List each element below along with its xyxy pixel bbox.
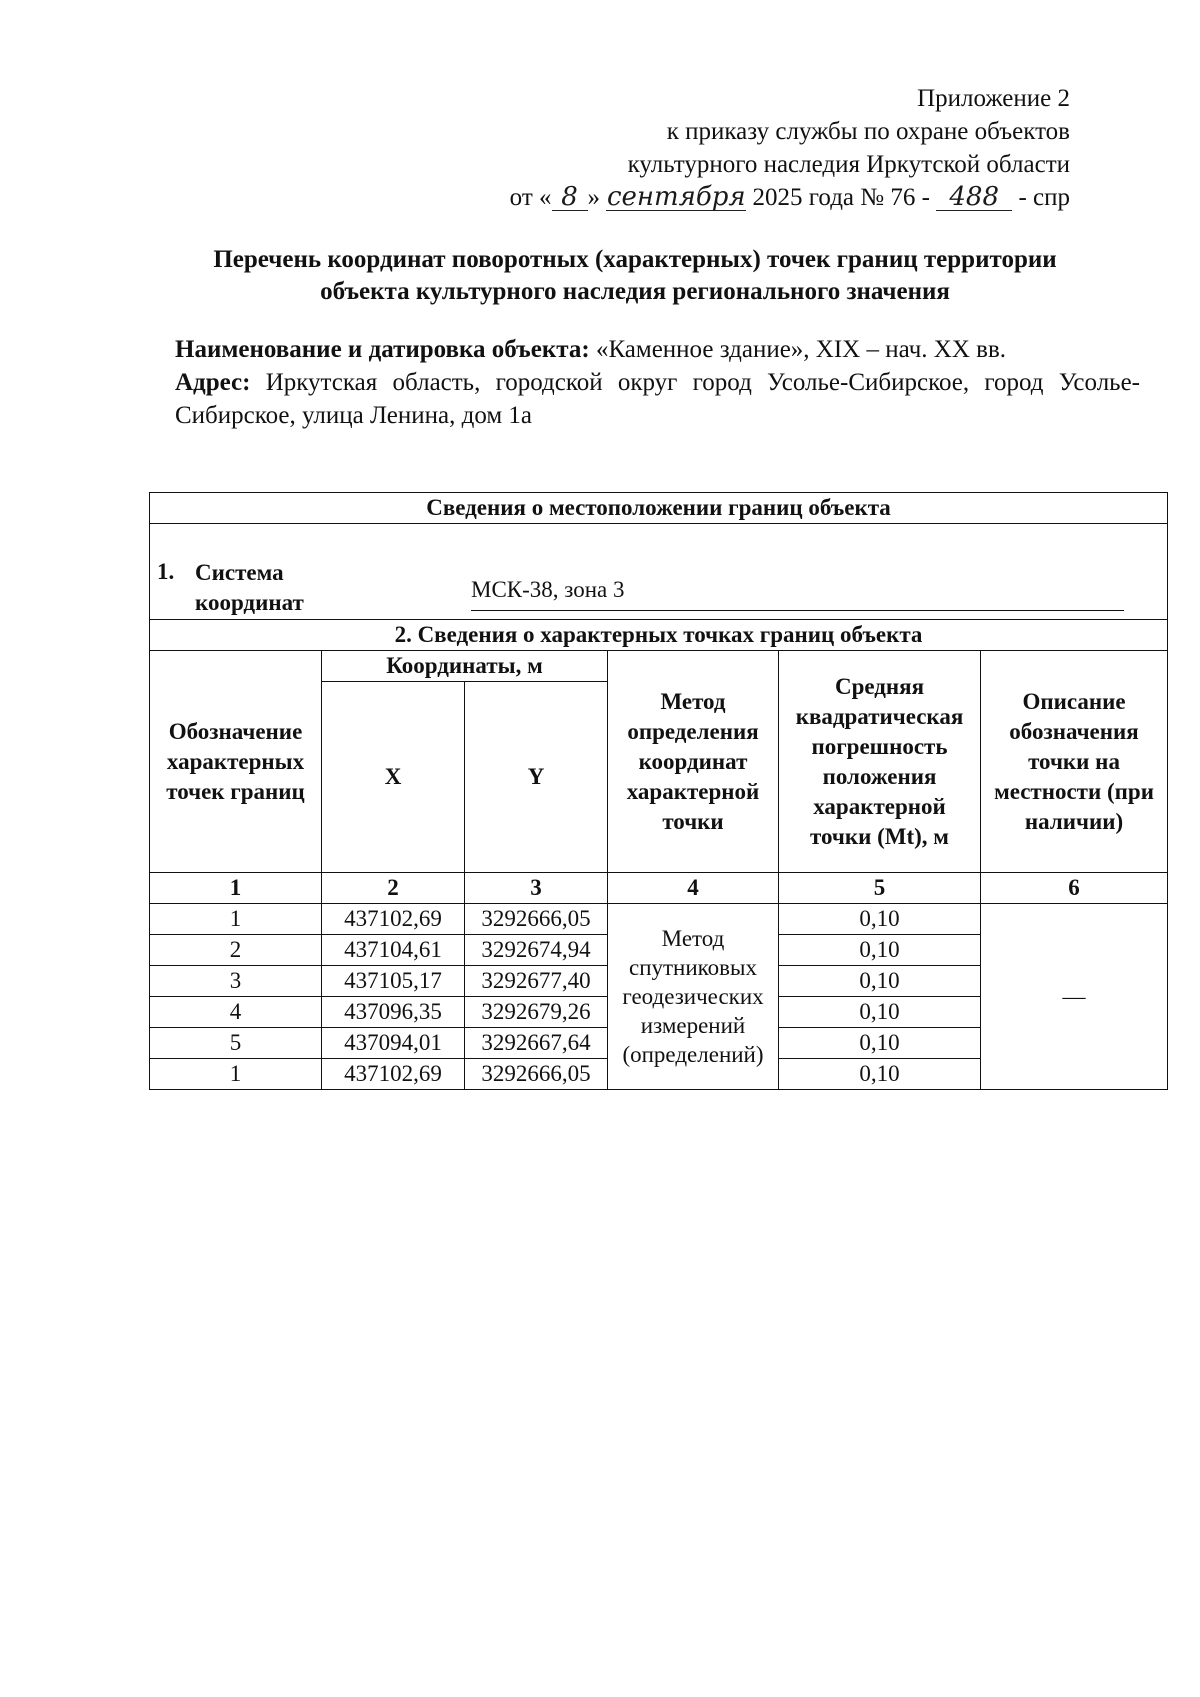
point-x: 437105,17 xyxy=(322,966,465,997)
column-number: 3 xyxy=(465,873,608,904)
coordinate-system-row xyxy=(150,524,1168,620)
point-id: 2 xyxy=(150,935,322,966)
header-coordinates: Координаты, м xyxy=(322,651,608,682)
points-title: 2. Сведения о характерных точках границ объекта xyxy=(150,620,1168,651)
object-name-line xyxy=(175,333,1140,366)
order-suffix: - спр xyxy=(1018,184,1070,211)
object-address-line xyxy=(175,366,1140,432)
point-mt: 0,10 xyxy=(779,904,981,935)
system-label xyxy=(195,558,304,618)
title-line2: объекта культурного наследия регионального значения xyxy=(320,278,950,305)
system-underline xyxy=(471,610,1124,611)
point-id: 5 xyxy=(150,1028,322,1059)
point-mt: 0,10 xyxy=(779,997,981,1028)
point-y: 3292666,05 xyxy=(465,904,608,935)
system-label-line1: Система xyxy=(195,560,284,585)
description-cell: — xyxy=(981,904,1168,1090)
point-y: 3292674,94 xyxy=(465,935,608,966)
column-number: 4 xyxy=(608,873,779,904)
header-x: X xyxy=(322,682,465,873)
system-label-line2: координат xyxy=(195,590,304,615)
appendix-line1: Приложение 2 xyxy=(917,85,1070,112)
object-name-label: Наименование и датировка объекта: xyxy=(175,336,590,363)
handwritten-month: сентября xyxy=(606,182,746,212)
column-number: 2 xyxy=(322,873,465,904)
system-value: МСК-38, зона 3 xyxy=(471,577,625,602)
section-title: Сведения о местоположении границ объекта xyxy=(150,493,1168,524)
title-line1: Перечень координат поворотных (характерных) точек границ территории xyxy=(213,246,1057,273)
column-number: 6 xyxy=(981,873,1168,904)
boundary-table xyxy=(149,492,1168,1090)
handwritten-order-number: 488 xyxy=(936,184,1012,211)
point-mt: 0,10 xyxy=(779,966,981,997)
column-number: 1 xyxy=(150,873,322,904)
appendix-line3: культурного наследия Иркутской области xyxy=(627,151,1070,178)
point-x: 437102,69 xyxy=(322,1059,465,1090)
point-y: 3292667,64 xyxy=(465,1028,608,1059)
method-cell: Метод спутниковых геодезических измерений (определений) xyxy=(608,904,779,1090)
handwritten-day: 8 xyxy=(552,184,588,211)
appendix-date-line xyxy=(510,181,1070,214)
date-prefix: от « xyxy=(509,184,552,211)
object-name-value: «Каменное здание», XIX – нач. XX вв. xyxy=(595,336,1006,363)
object-address-label: Адрес: xyxy=(175,369,251,396)
header-error: Средняя квадратическая погрешность положения характерной точки (Mt), м xyxy=(779,651,981,873)
date-year-text: 2025 года № 76 - xyxy=(752,184,930,211)
object-address-value: Иркутская область, городской округ город Усолье-Сибирское, город Усолье-Сибирское, улица Ленина, дом 1а xyxy=(175,369,1141,429)
header-description: Описание обозначения точки на местности (при наличии) xyxy=(981,651,1168,873)
point-id: 4 xyxy=(150,997,322,1028)
point-mt: 0,10 xyxy=(779,1059,981,1090)
system-number: 1. xyxy=(157,559,175,584)
point-id: 1 xyxy=(150,904,322,935)
point-x: 437104,61 xyxy=(322,935,465,966)
point-y: 3292677,40 xyxy=(465,966,608,997)
point-y: 3292679,26 xyxy=(465,997,608,1028)
document-title xyxy=(130,244,1140,308)
point-x: 437094,01 xyxy=(322,1028,465,1059)
appendix-header xyxy=(510,82,1070,214)
point-id: 1 xyxy=(150,1059,322,1090)
point-x: 437096,35 xyxy=(322,997,465,1028)
table-row xyxy=(150,904,1168,935)
point-mt: 0,10 xyxy=(779,935,981,966)
header-y: Y xyxy=(465,682,608,873)
point-y: 3292666,05 xyxy=(465,1059,608,1090)
point-x: 437102,69 xyxy=(322,904,465,935)
appendix-line2: к приказу службы по охране объектов xyxy=(666,118,1070,145)
column-number: 5 xyxy=(779,873,981,904)
date-day-close: » xyxy=(587,184,601,211)
point-id: 3 xyxy=(150,966,322,997)
point-mt: 0,10 xyxy=(779,1028,981,1059)
header-method: Метод определения координат характерной точки xyxy=(608,651,779,873)
header-designation: Обозначение характерных точек границ xyxy=(150,651,322,873)
object-info xyxy=(175,333,1140,432)
